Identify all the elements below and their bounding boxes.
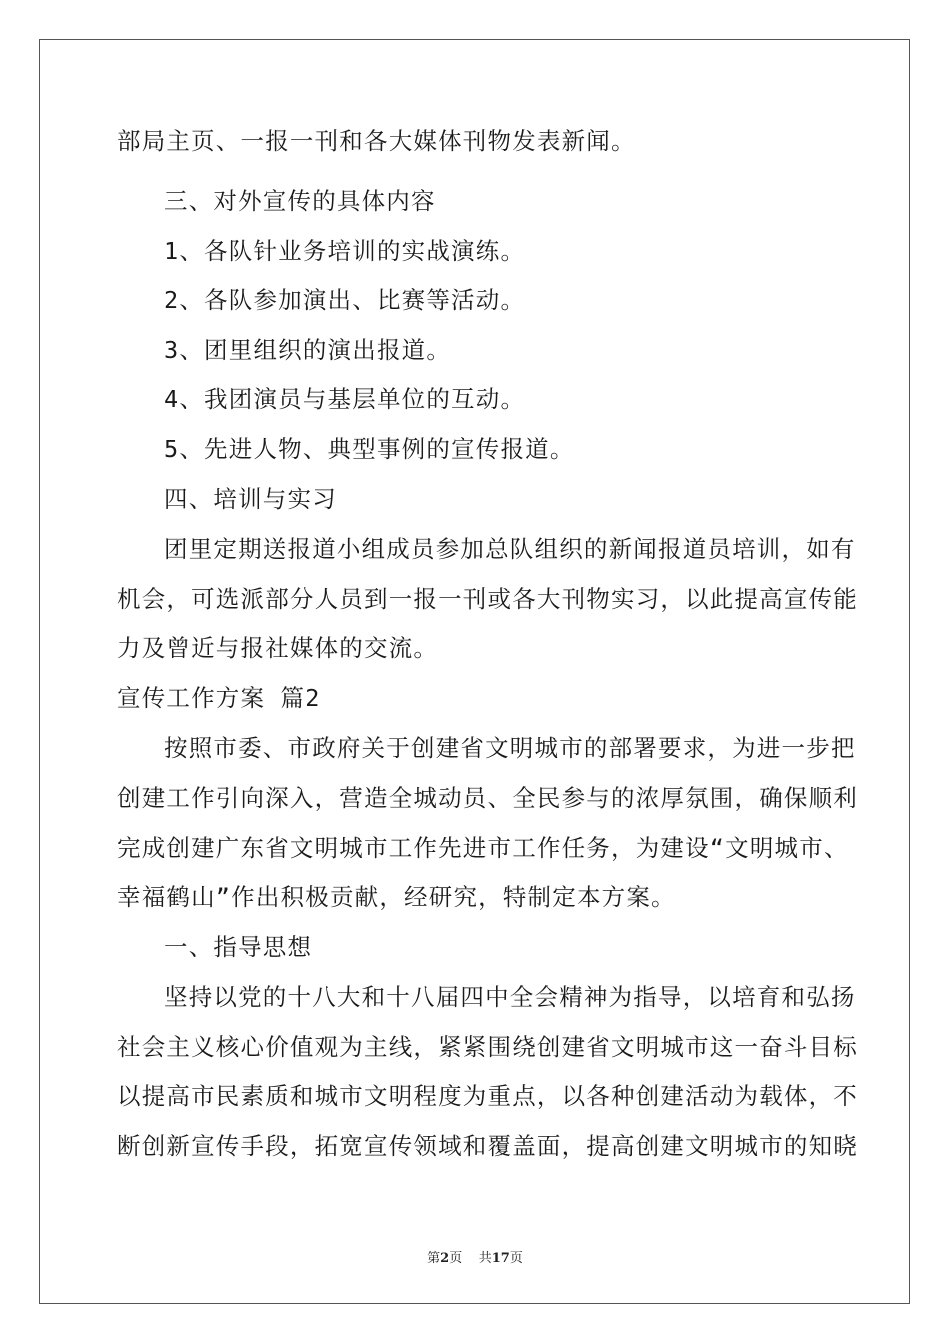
body-line: 部局主页、一报一刊和各大媒体刊物发表新闻。 bbox=[117, 127, 636, 155]
footer-total-prefix: 共 bbox=[478, 1251, 492, 1266]
footer-total-pages: 17 bbox=[491, 1251, 510, 1266]
document-title: 宣传工作方案 篇2 bbox=[117, 684, 321, 712]
body-line: 社会主义核心价值观为主线，紧紧围绕创建省文明城市这一奋斗目标 bbox=[117, 1033, 858, 1061]
footer-page-prefix: 第 bbox=[427, 1251, 441, 1266]
body-line: 断创新宣传手段，拓宽宣传领域和覆盖面，提高创建文明城市的知晓 bbox=[117, 1132, 858, 1160]
page-border bbox=[39, 39, 910, 1304]
footer-page-suffix: 页 bbox=[449, 1251, 463, 1266]
body-line: 力及曾近与报社媒体的交流。 bbox=[117, 634, 439, 662]
body-line: 按照市委、市政府关于创建省文明城市的部署要求，为进一步把 bbox=[164, 734, 856, 762]
body-line: 团里定期送报道小组成员参加总队组织的新闻报道员培训，如有 bbox=[164, 535, 856, 563]
body-line: 幸福鹤山”作出积极贡献，经研究，特制定本方案。 bbox=[117, 883, 676, 911]
list-item: 3、团里组织的演出报道。 bbox=[164, 336, 452, 364]
section-heading: 一、指导思想 bbox=[164, 933, 313, 961]
body-line: 坚持以党的十八大和十八届四中全会精神为指导，以培育和弘扬 bbox=[164, 983, 856, 1011]
body-line: 创建工作引向深入，营造全城动员、全民参与的浓厚氛围，确保顺利 bbox=[117, 784, 858, 812]
body-line: 完成创建广东省文明城市工作先进市工作任务，为建设“文明城市、 bbox=[117, 834, 849, 862]
body-line: 机会，可选派部分人员到一报一刊或各大刊物实习，以此提高宣传能 bbox=[117, 585, 858, 613]
footer-page-number: 2 bbox=[440, 1251, 450, 1266]
section-heading: 四、培训与实习 bbox=[164, 485, 337, 513]
list-item: 4、我团演员与基层单位的互动。 bbox=[164, 385, 526, 413]
page-footer bbox=[0, 1247, 950, 1266]
list-item: 2、各队参加演出、比赛等活动。 bbox=[164, 286, 526, 314]
section-heading: 三、对外宣传的具体内容 bbox=[164, 187, 436, 215]
footer-total-suffix: 页 bbox=[509, 1251, 523, 1266]
body-line: 以提高市民素质和城市文明程度为重点，以各种创建活动为载体，不 bbox=[117, 1082, 858, 1110]
list-item: 1、各队针业务培训的实战演练。 bbox=[164, 237, 526, 265]
list-item: 5、先进人物、典型事例的宣传报道。 bbox=[164, 435, 575, 463]
